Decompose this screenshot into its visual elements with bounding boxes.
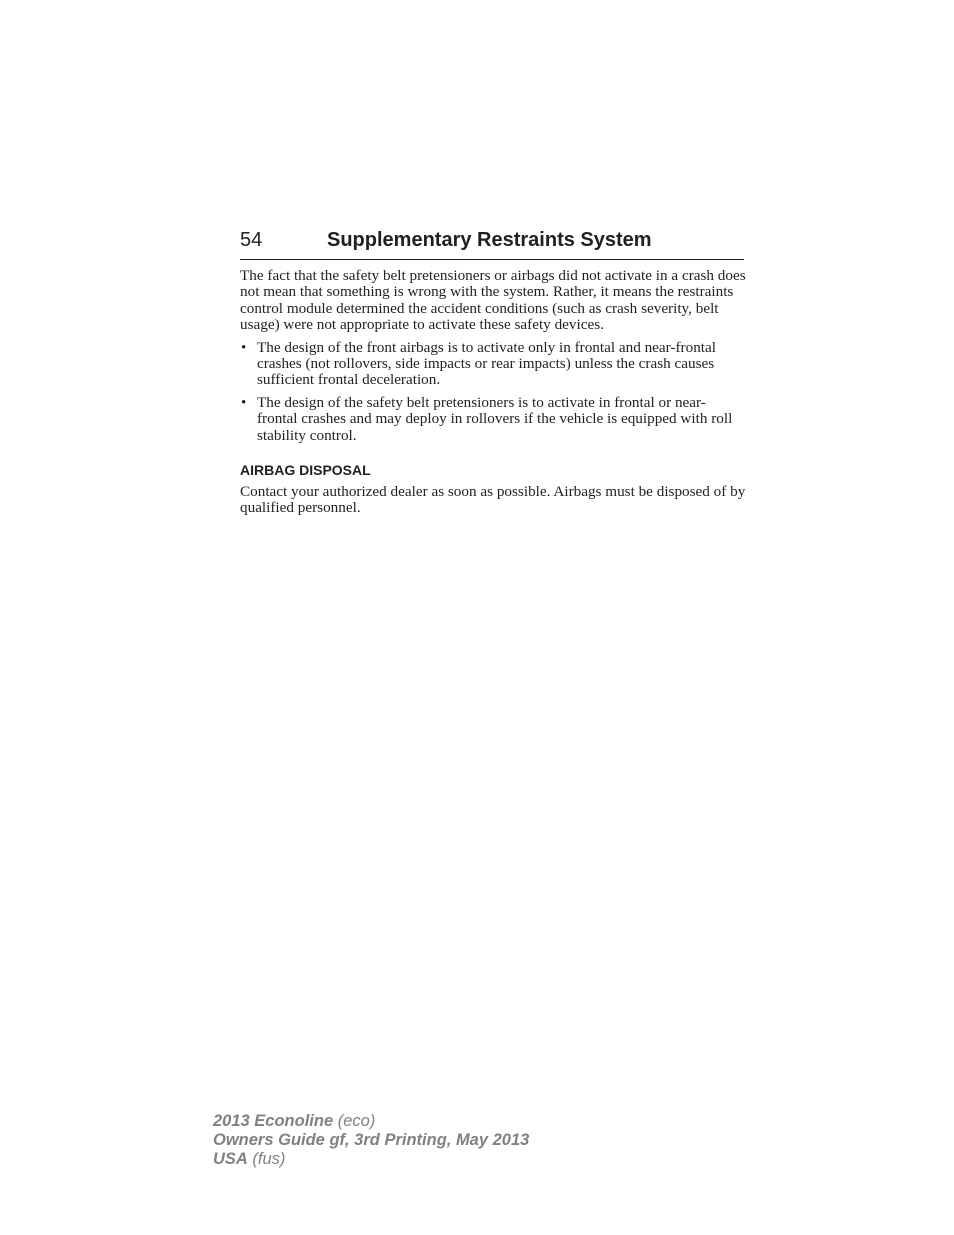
page-content — [240, 268, 746, 517]
disposal-paragraph: Contact your authorized dealer as soon as possible. Airbags must be disposed of by qualified personnel. — [240, 483, 746, 517]
footer-market-code: (fus) — [247, 1150, 286, 1168]
list-item-text: The design of the safety belt pretensioners is to activate in frontal or near-frontal crashes and may deploy in rollovers if the vehicle is equipped with roll stability control. — [257, 393, 733, 444]
footer-line-model — [213, 1112, 529, 1131]
page-header — [240, 228, 744, 260]
footer-guide: Owners Guide gf, 3rd Printing, May 2013 — [213, 1131, 530, 1149]
footer-model-code: (eco) — [333, 1112, 376, 1130]
intro-paragraph: The fact that the safety belt pretensioners or airbags did not activate in a crash does not mean that something is wrong with the system. Rather, it means the restraints control module determined the accident conditions (such as crash severity, belt usage) were not appropriate to activate these safety devices. — [240, 267, 746, 334]
list-item — [240, 395, 746, 444]
footer-line-market — [213, 1150, 529, 1169]
list-item-text: The design of the front airbags is to activate only in frontal and near-frontal crashes (not rollovers, side impacts or rear impacts) unless the crash causes sufficient frontal deceleration. — [257, 338, 716, 389]
footer-model: 2013 Econoline — [213, 1112, 334, 1130]
airbag-disposal-heading: AIRBAG DISPOSAL — [240, 462, 371, 479]
page-number: 54 — [240, 229, 263, 251]
page-footer — [213, 1112, 529, 1169]
list-item — [240, 340, 746, 389]
bullet-icon: • — [241, 338, 247, 356]
bullet-icon: • — [241, 393, 247, 411]
section-title: Supplementary Restraints System — [327, 229, 652, 251]
bullet-list — [240, 340, 746, 444]
footer-market: USA — [213, 1150, 248, 1168]
footer-line-guide — [213, 1131, 529, 1150]
